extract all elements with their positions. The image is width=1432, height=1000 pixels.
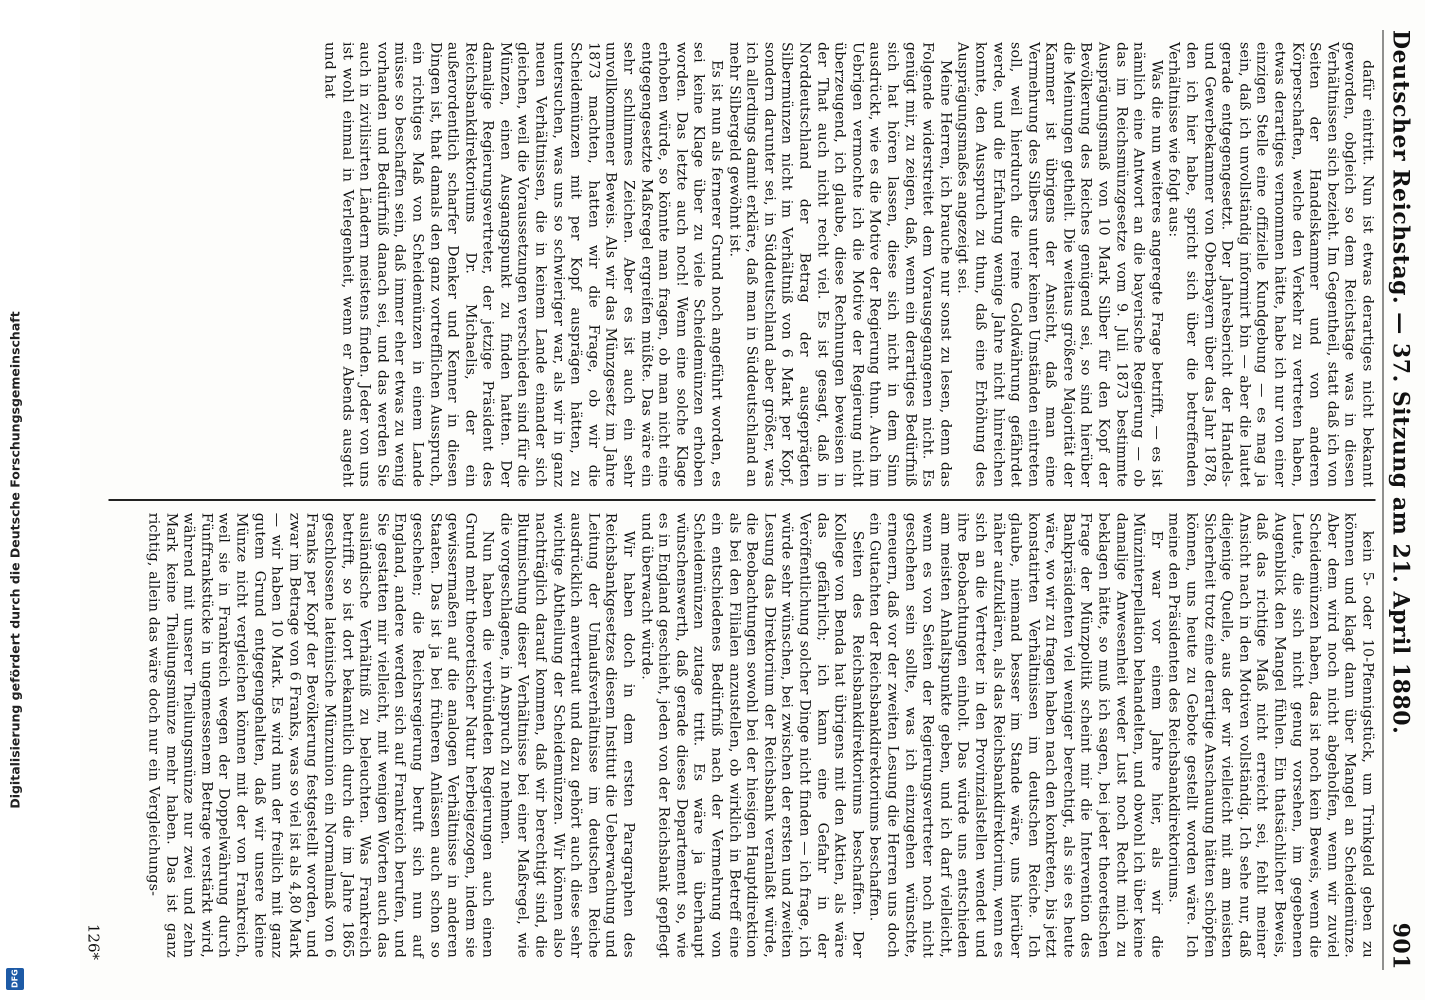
paragraph: dafür eintritt. Nun ist etwas derartiges nicht bekannt geworden, obgleich so dem Reichstage was in diesen Verhältnissen sich bezieht. Im Gegentheil, statt daß ich von Seiten der Handelskammer und von anderen Körperschaften, welche den Verkehr zu vertreten haben, etwas derartiges vernommen hätte, habe ich nur von einer einzigen Stelle eine offizielle Kundgebung — es mag ja sein, daß ich unvollständig informirt bin — aber die lautet gerade entgegengesetzt. Der Jahresbericht der Handels- und Gewerbekammer von Oberbayern über das Jahr 1878, den ich hier habe, spricht sich über die betreffenden Verhältnisse wie folgt aus: <box>1165 42 1375 488</box>
digitization-credit <box>0 0 30 1000</box>
left-column <box>108 30 1375 499</box>
page-header <box>1382 30 1417 970</box>
page-number: 901 <box>1387 922 1413 970</box>
running-title: Deutscher Reichstag. — 37. Sitzung am 21. April 1880. <box>1387 30 1413 735</box>
dfg-logo-icon: DFG <box>6 968 24 990</box>
right-column <box>108 501 1375 970</box>
paragraph: Seiten des Reichsbankdirektoriums beschaffen. Der Kollege von Benda hat übrigens mit den Aktien, als wäre das gefährlich; ich kann eine Gefahr in der Veröffentlichung solcher Dinge nicht finden — ich frage, ich würde sehr wünschen, bei zwischen der ersten und zweiten Lesung das Direktorium der Reichsbank veranlaßt würde, die Beobachtungen sowohl bei der hiesigen Hauptdirektion als bei den Filialen anzustellen, ob wirklich in Betreff eine ein entschiedenes Bedürfniß nach der Vermehrung von Scheidemünzen zutage tritt. Es wäre ja überhaupt wünschenswerth, daß gerade dieses Departement so, wie es in England geschieht, jeden von der Reichsbank gepflegt und überwacht würde. <box>637 512 865 958</box>
signature-mark: 126* <box>84 923 102 960</box>
paragraph: Nun haben die verbündeten Regierungen auch einen Grund mehr theoretischer Natur herbeigezogen, indem sie gewissermaßen auf die analogen Verhältnisse in anderen Staaten. Das ist ja bei früheren Anlässen auch schon so geschehen; die Reichsregierung beruft sich nun auf England, andere werden sich auf Frankreich berufen, und Sie gestatten mir vielleicht, mit wenigen Worten auch das ausländische Verhältniß zu beleuchten. Was Frankreich betrifft, so ist dort bekanntlich durch die im Jahre 1865 geschlossene lateinische Münzunion ein Normalmaß von 6 Franks per Kopf der Bevölkerung festgestellt worden, und zwar im Betrage von 6 Franks, was so viel ist als 4,80 Mark — wir haben 10 Mark. Es wird nun der freilich mit ganz gutem Grund entgegengehalten, daß wir unsere kleine Münze nicht vergleichen können mit der von Frankreich, weil sie in Frankreich wegen der Doppelwährung durch Fünffrankstücke in ungemessenem Betrage verstärkt wird, während mit unserer Theilungsmünze nur zwei und zehn Mark keine Theilungsmünze mehr haben. Das ist ganz richtig, allein das wäre doch nur ein Vergleichungs- <box>145 512 496 958</box>
credit-text: Digitalisierung gefördert durch die Deutsche Forschungsgemeinschaft <box>7 311 23 809</box>
paragraph: Es ist nun als fernerer Grund noch angeführt worden, es sei keine Klage über zu viele Scheidemünzen erhoben worden. Das letzte auch noch! Wenn eine solche Klage erhoben würde, so könnte man fragen, ob man nicht eine entgegengesetzte Maßregel ergreifen müßte. Das wäre ein sehr schlimmes Zeichen. Aber es ist auch ein sehr unvollkommener Beweis. Als wir das Münzgesetz im Jahre 1873 machten, hatten wir die Frage, ob wir die Scheidemünzen mit per Kopf ausprägen hätten, zu untersuchen, was uns so schwieriger war, als wir in ganz neuen Verhältnissen, die in keinem Lande einander sich gleichen, weil die Voraussetzungen verschieden sind für die Münzen, einen Ausgangspunkt zu finden hatten. Der damalige Regierungsvertreter, der jetzige Präsident des Reichsbankdirektoriums Dr. Michaelis, der ein außerordentlich scharfer Denker und Kenner in diesen Dingen ist, that damals den ganz vortrefflichen Ausspruch, ein richtiges Maß von Scheidemünzen in einem Lande müsse so beschaffen sein, daß immer eher etwas zu wenig vorhanden und Bedürfniß danach sei, und das werden Sie auch in zivilisirten Ländern meistens finden. Jeder von uns ist wohl einmal in Verlegenheit, wenn er Abends ausgeht und hat <box>320 42 725 488</box>
paragraph: Er war vor einem Jahre hier, als wir die Münzinterpellation behandelten, und obwohl ich über keine damalige Anwesenheit weder Lust noch Recht mich zu beklagen hätte, so muß ich sagen, bei jeder theoretischen Frage der Münzpolitik scheint mir die Intervention des Bankpräsidenten viel weniger berechtigt, als sie es heute wäre, wo wir zu fragen haben nach den konkreten, bis jetzt konstatirten Verhältnissen im deutschen Reiche. Ich glaube, niemand besser im Stande wäre, uns hierüber näher aufzuklären, als das Reichsbankdirektorium, wenn es sich an die Vertreter in den Provinzialstellen wendet und ihre Beobachtungen einholt. Das würde uns entschieden am meisten Anhaltspunkte geben, und ich darf vielleicht, wenn es von Seiten der Regierungsvertreter noch nicht geschehen sein sollte, was ich einzugehen wünschte, erneuern, daß vor der zweiten Lesung die Herren uns doch ein Gutachten der Reichsbankdirektoriums beschaffen. <box>866 512 1164 958</box>
text-columns <box>108 30 1375 970</box>
scanned-page <box>80 0 1425 1000</box>
paragraph: Meine Herren, ich brauche nur sonst zu lesen, denn das Folgende widerstreitet dem Vorausgegangenen nicht. Es genügt mir, zu zeigen, daß, wenn ein derartiges Bedürfniß sich hat hören lassen, diese sich nicht in dem Sinn ausdrückt, wie es die Motive der Regierung thun. Auch im Uebrigen vermochte ich die Motive der Regierung nicht überzeugend, ich glaube, diese Rechnungen beweisen in der That auch nicht recht viel. Es ist gesagt, daß in Norddeutschland der Betrag der ausgeprägten Silbermünzen nicht im Verhältniß von 6 Mark per Kopf, sondern darunter sei, in Süddeutschland aber größer, was ich allerdings damit erkläre, daß man in Süddeutschland an mehr Silbergeld gewöhnt ist. <box>725 42 953 488</box>
rotated-page-content <box>80 0 1425 1000</box>
paragraph: Wir haben doch in dem ersten Paragraphen des Reichsbankgesetzes diesem Institut die Ueberwachung und Leitung der Umlaufsverhältnisse im deutschen Reiche ausdrücklich anvertraut und dazu gehört auch diese sehr wichtige Abtheilung der Scheidemünzen. Wir können also nachträglich darauf kommen, daß wir berechtigt sind, die Blutmischung dieser Verhältnisse bei einer Maßregel, wie die vorgeschlagene, in Anspruch zu nehmen. <box>496 512 637 958</box>
paragraph: kein 5- oder 10-Pfennigstück, um Trinkgeld geben zu können und klagt dann über Mangel an Scheidemünze. Aber dem wird noch nicht abgeholfen, wenn wir zuviel Scheidemünzen haben, das ist noch kein Beweis, wenn die Leute, die sich nicht genug vorsehen, im gegebenen Augenblick den Mangel fühlen. Ein thatsächlicher Beweis, daß das richtige Maß nicht erreicht sei, fehlt meiner Ansicht nach in den Motiven vollständig. Ich sehe nur, daß diejenige Quelle, aus der wir vielleicht mit am meisten Sicherheit trotz eine derartige Anschauung hätten schöpfen können, uns heute zu Gebote gestellt worden wäre. Ich meine den Präsidenten des Reichsbankdirektoriums. <box>1165 512 1375 958</box>
paragraph: Was die nun weiteres angeregte Frage betrifft, — es ist nämlich eine Antwort an die bayerische Regierung — ob das im Reichsmünzgesetze vom 9. Juli 1873 bestimmte Ausprägungsmaß von 10 Mark Silber für den Kopf der Bevölkerung des Reiches genügend sei, so sind hierüber die Meinungen getheilt. Die weitaus größere Majorität der Kammer ist übrigens der Ansicht, daß man eine Vermehrung des Silbers unter keinen Umständen eintreten soll, weil hierdurch die reine Goldwährung gefährdet werde, und die Erfahrung wenige Jahre nicht hinreichen konnte, den Ausspruch zu thun, daß eine Erhöhung des Ausprägungsmaßes angezeigt sei. <box>954 42 1164 488</box>
